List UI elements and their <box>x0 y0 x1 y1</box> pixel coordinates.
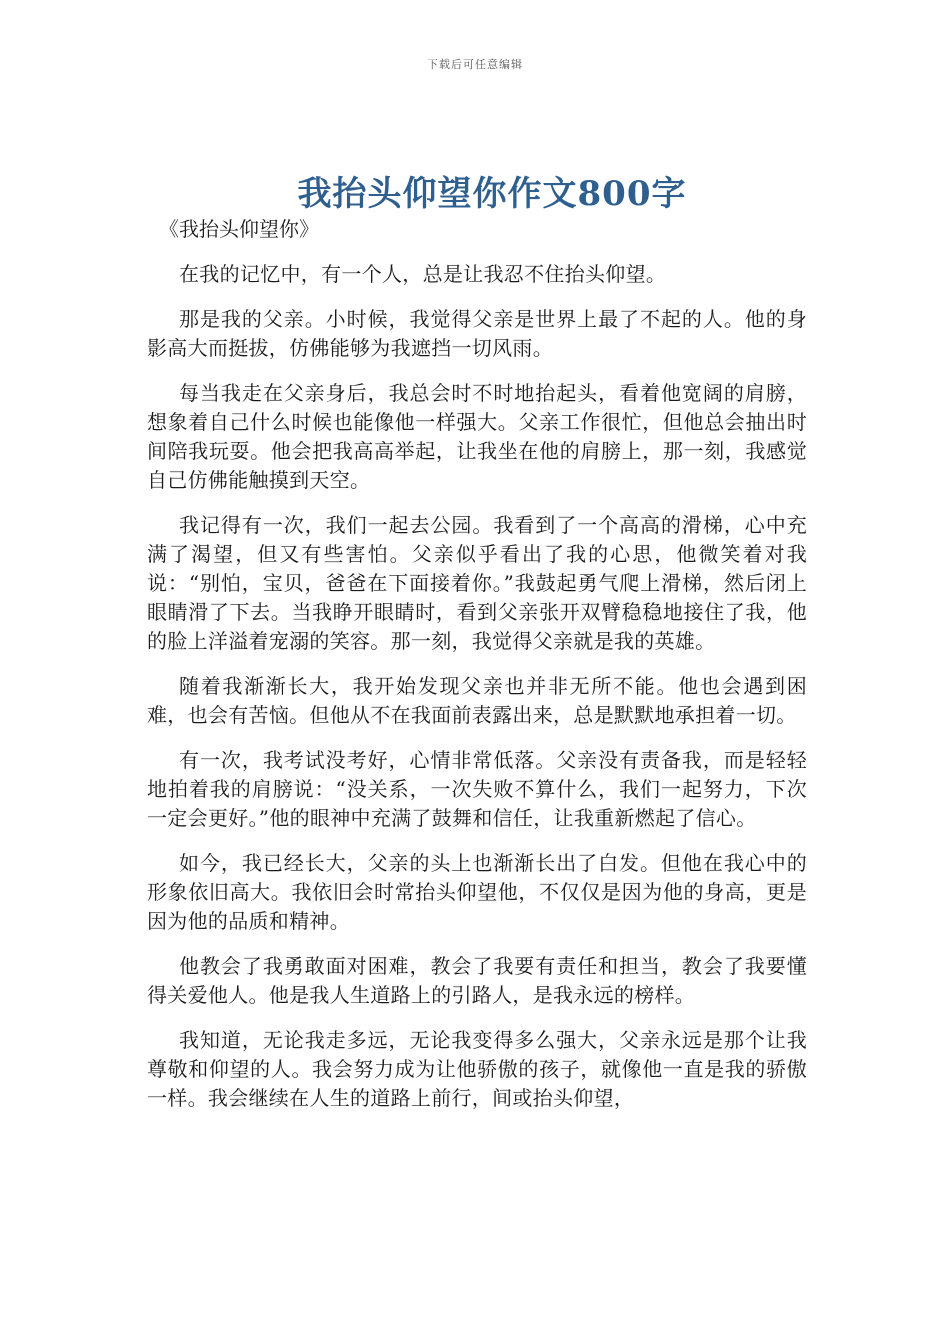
paragraph-9: 我知道，无论我走多远，无论我变得多么强大，父亲永远是那个让我尊敬和仰望的人。我会努力成为让他骄傲的孩子，就像他一直是我的骄傲一样。我会继续在人生的道路上前行，间或抬头仰望， <box>147 1028 807 1110</box>
paragraph-2: 那是我的父亲。小时候，我觉得父亲是世界上最了不起的人。他的身影高大而挺拔，仿佛能够为我遮挡一切风雨。 <box>147 307 807 360</box>
paragraph-6: 有一次，我考试没考好，心情非常低落。父亲没有责备我，而是轻轻地拍着我的肩膀说：“没关系，一次失败不算什么，我们一起努力，下次一定会更好。”他的眼神中充满了鼓舞和信任，让我重新燃起了信心。 <box>147 748 807 830</box>
document-body <box>147 214 807 1129</box>
header-note: 下载后可任意编辑 <box>427 58 523 71</box>
paragraph-1: 在我的记忆中，有一个人，总是让我忍不住抬头仰望。 <box>179 262 667 286</box>
essay-subtitle: 《我抬头仰望你》 <box>159 217 319 241</box>
paragraph-7: 如今，我已经长大，父亲的头上也渐渐长出了白发。但他在我心中的形象依旧高大。我依旧会时常抬头仰望他，不仅仅是因为他的身高，更是因为他的品质和精神。 <box>147 851 807 933</box>
document-title: 我抬头仰望你作文800字 <box>297 174 687 214</box>
paragraph-4: 我记得有一次，我们一起去公园。我看到了一个高高的滑梯，心中充满了渴望，但又有些害怕。父亲似乎看出了我的心思，他微笑着对我说：“别怕，宝贝，爸爸在下面接着你。”我鼓起勇气爬上滑梯，然后闭上眼睛滑了下去。当我睁开眼睛时，看到父亲张开双臂稳稳地接住了我，他的脸上洋溢着宠溺的笑容。那一刻，我觉得父亲就是我的英雄。 <box>147 513 807 653</box>
paragraph-3: 每当我走在父亲身后，我总会时不时地抬起头，看着他宽阔的肩膀，想象着自己什么时候也能像他一样强大。父亲工作很忙，但他总会抽出时间陪我玩耍。他会把我高高举起，让我坐在他的肩膀上，那一刻，我感觉自己仿佛能触摸到天空。 <box>147 381 807 492</box>
paragraph-8: 他教会了我勇敢面对困难，教会了我要有责任和担当，教会了我要懂得关爱他人。他是我人生道路上的引路人，是我永远的榜样。 <box>147 954 807 1007</box>
paragraph-5: 随着我渐渐长大，我开始发现父亲也并非无所不能。他也会遇到困难，也会有苦恼。但他从不在我面前表露出来，总是默默地承担着一切。 <box>147 674 807 727</box>
